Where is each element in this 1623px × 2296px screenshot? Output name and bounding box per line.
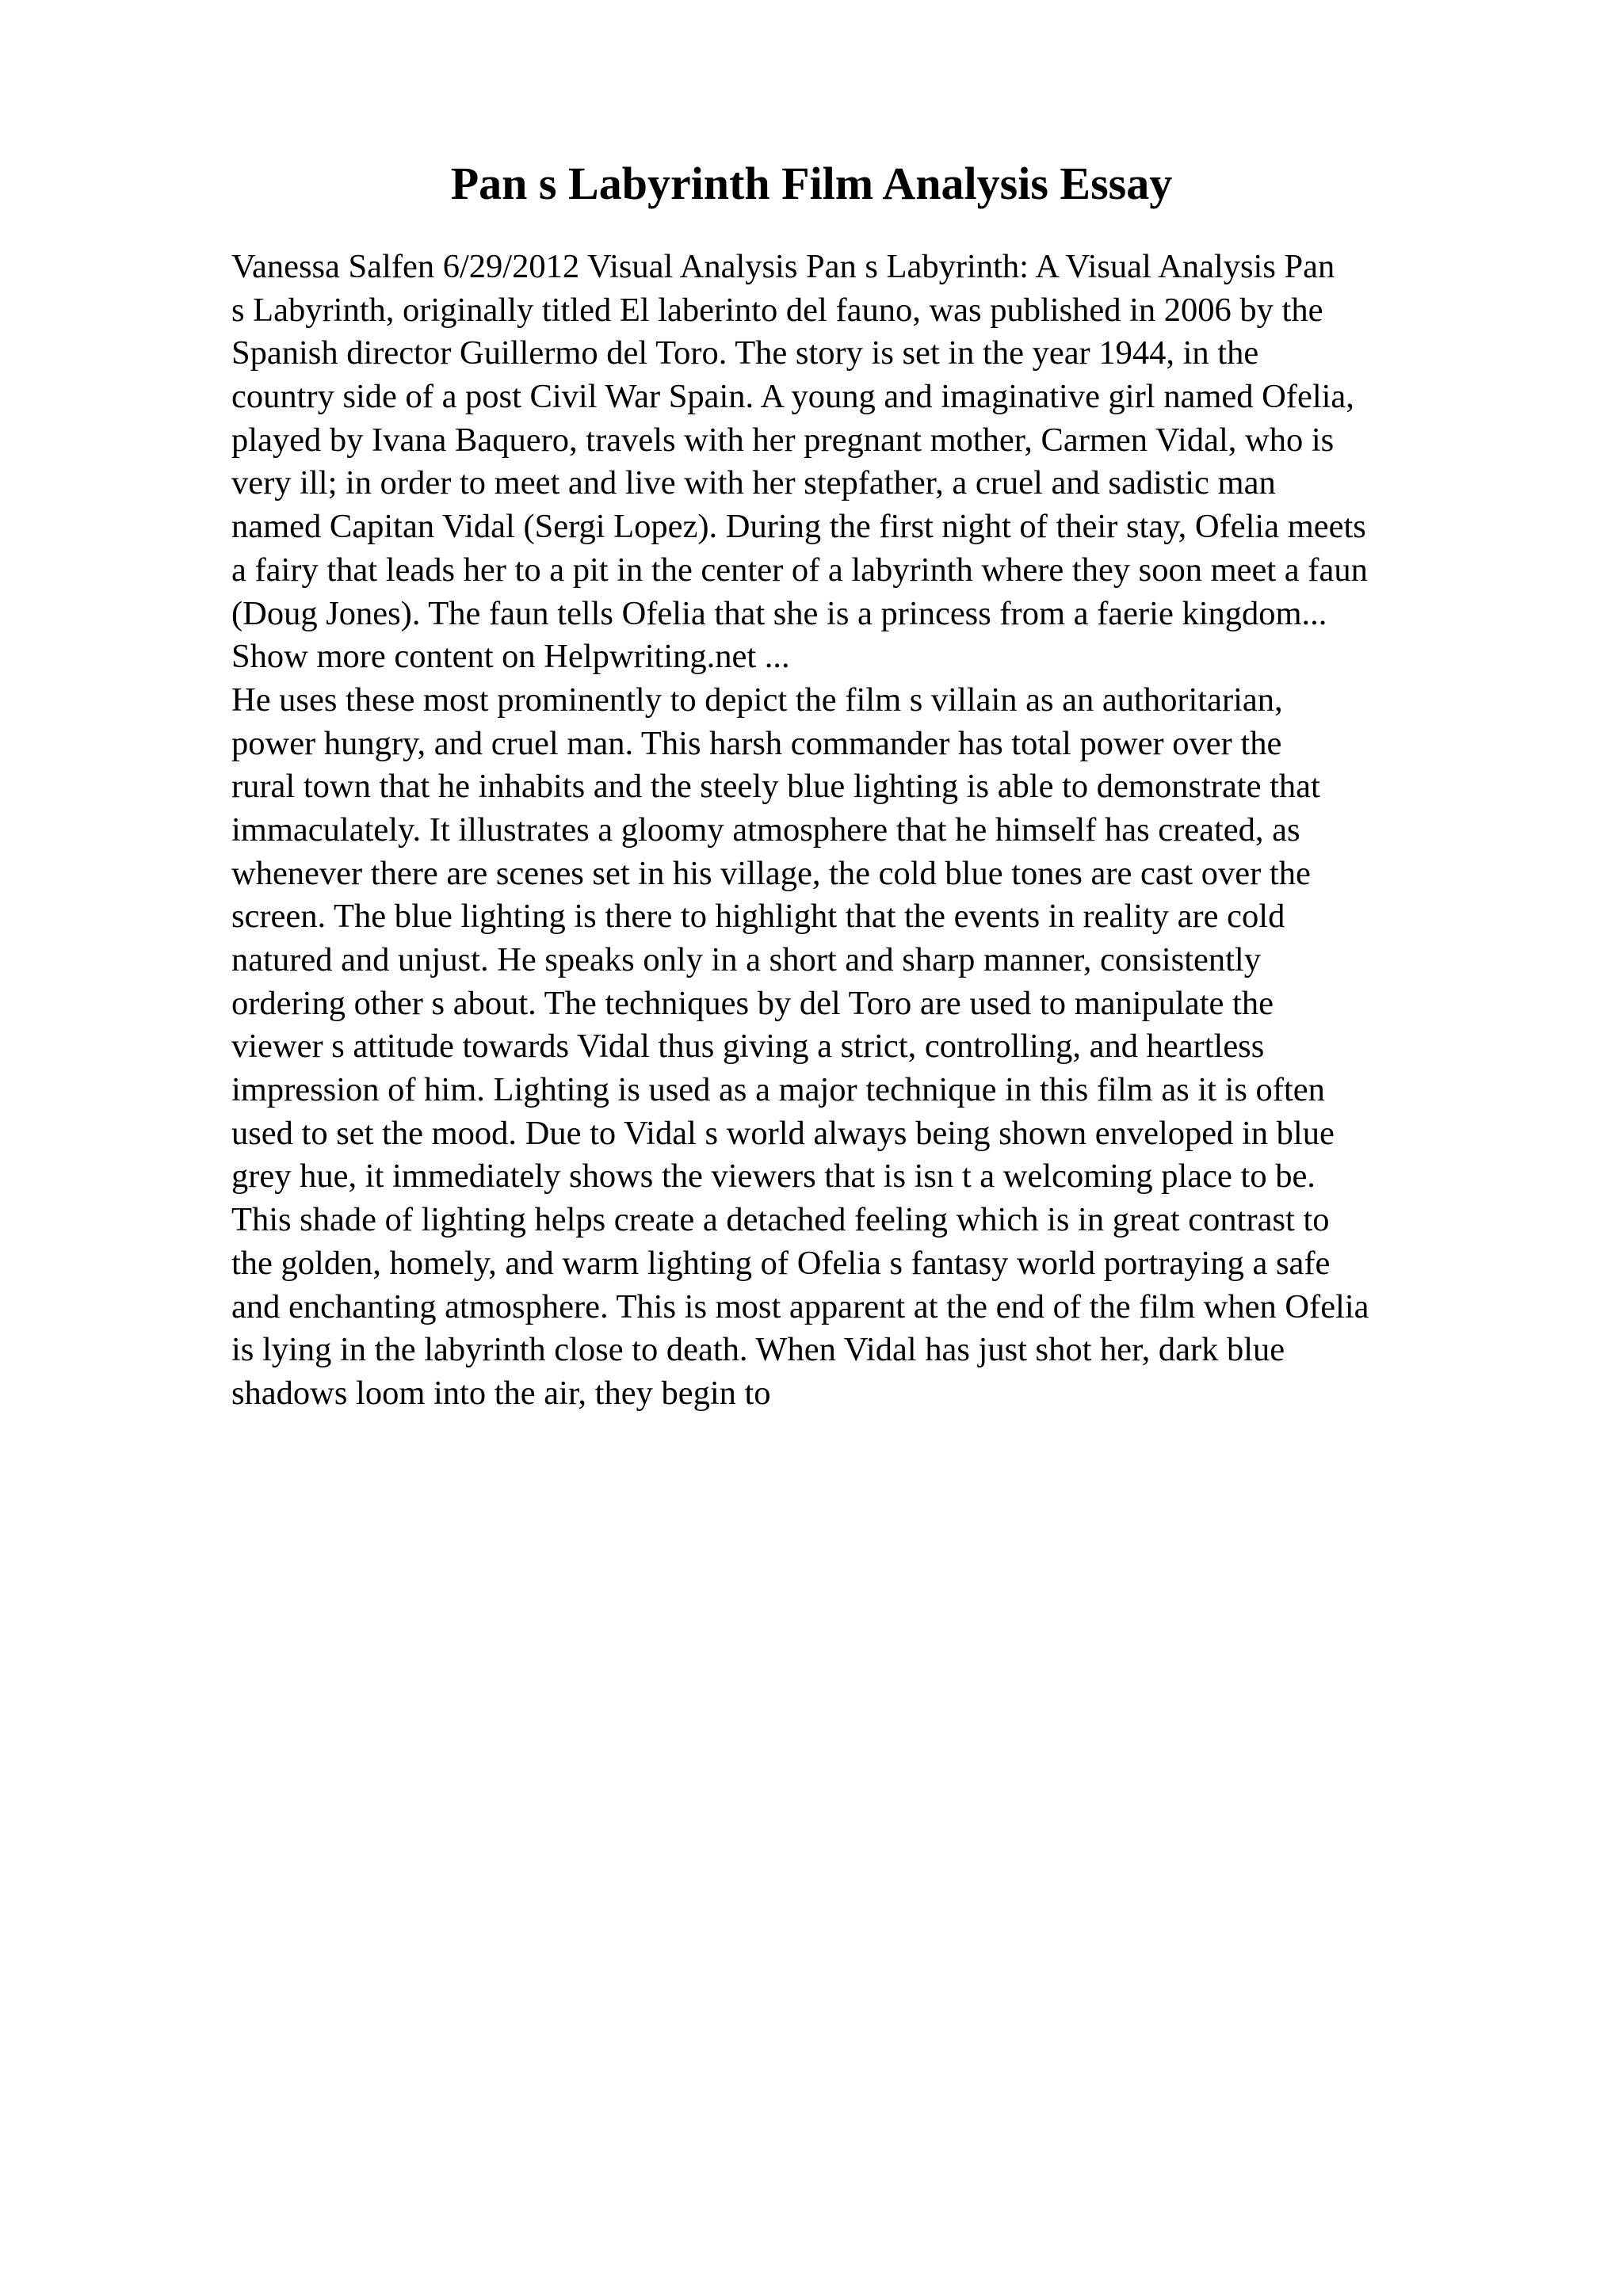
essay-line: played by Ivana Baquero, travels with her pregnant mother, Carmen Vidal, who is (231, 421, 1335, 459)
essay-line: impression of him. Lighting is used as a major technique in this film as it is often (231, 1071, 1325, 1109)
essay-line: is lying in the labyrinth close to death. When Vidal has just shot her, dark blue (231, 1331, 1285, 1369)
essay-line: natured and unjust. He speaks only in a short and sharp manner, consistently (231, 941, 1261, 978)
essay-line: immaculately. It illustrates a gloomy atmosphere that he himself has created, as (231, 810, 1300, 849)
essay-line: grey hue, it immediately shows the viewers that is isn t a welcoming place to be. (231, 1158, 1316, 1196)
essay-line: s Labyrinth, originally titled El laberinto del fauno, was published in 2006 by the (231, 291, 1323, 329)
show-more-line: Show more content on Helpwriting.net ... (231, 638, 790, 676)
essay-line: the golden, homely, and warm lighting of Ofelia s fantasy world portraying a safe (231, 1244, 1331, 1282)
essay-line: shadows loom into the air, they begin to (231, 1374, 771, 1412)
essay-line: ordering other s about. The techniques by del Toro are used to manipulate the (231, 984, 1274, 1022)
essay-line: very ill; in order to meet and live with her stepfather, a cruel and sadistic man (231, 464, 1276, 502)
essay-line: Spanish director Guillermo del Toro. The story is set in the year 1944, in the (231, 334, 1259, 372)
essay-line: Vanessa Salfen 6/29/2012 Visual Analysis Pan s Labyrinth: A Visual Analysis Pan (231, 248, 1335, 285)
essay-line: whenever there are scenes set in his village, the cold blue tones are cast over the (231, 854, 1311, 892)
essay-line: used to set the mood. Due to Vidal s world always being shown enveloped in blue (231, 1114, 1335, 1152)
essay-line: (Doug Jones). The faun tells Ofelia that she is a princess from a faerie kingdom... (231, 594, 1327, 632)
essay-line: and enchanting atmosphere. This is most apparent at the end of the film when Ofelia (231, 1287, 1369, 1325)
essay-line: screen. The blue lighting is there to highlight that the events in reality are cold (231, 898, 1285, 936)
essay-line: rural town that he inhabits and the steely blue lighting is able to demonstrate that (231, 768, 1320, 806)
essay-line: He uses these most prominently to depict the film s villain as an authoritarian, (231, 681, 1283, 719)
essay-line: viewer s attitude towards Vidal thus giving a strict, controlling, and heartless (231, 1028, 1265, 1066)
essay-line: country side of a post Civil War Spain. A young and imaginative girl named Ofelia, (231, 378, 1354, 416)
essay-line: This shade of lighting helps create a detached feeling which is in great contrast to (231, 1201, 1330, 1239)
essay-body (231, 246, 1594, 1416)
document-title: Pan s Labyrinth Film Analysis Essay (450, 158, 1173, 209)
essay-line: a fairy that leads her to a pit in the center of a labyrinth where they soon meet a faun (231, 551, 1368, 589)
essay-line: power hungry, and cruel man. This harsh commander has total power over the (231, 724, 1282, 762)
essay-line: named Capitan Vidal (Sergi Lopez). During the first night of their stay, Ofelia meets (231, 508, 1366, 546)
